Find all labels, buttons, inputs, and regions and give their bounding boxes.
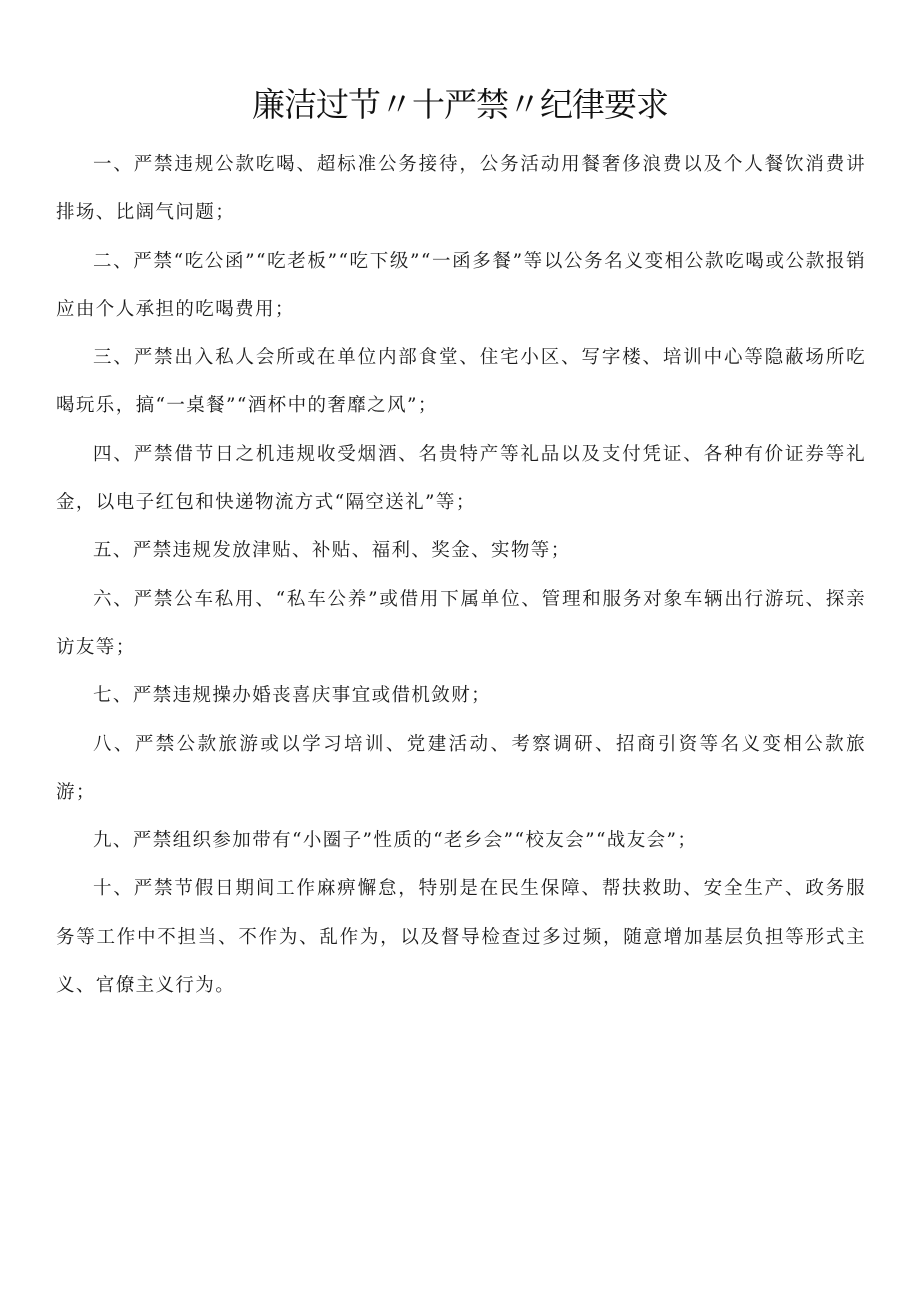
rule-item-7: 七、严禁违规操办婚丧喜庆事宜或借机敛财； — [93, 685, 492, 707]
rule-item-4: 四、严禁借节日之机违规收受烟酒、名贵特产等礼品以及支付凭证、各种有价证券等礼金，以电子红包和快递物流方式“隔空送礼”等； — [56, 443, 866, 514]
rule-item-8: 八、严禁公款旅游或以学习培训、党建活动、考察调研、招商引资等名义变相公款旅游； — [56, 733, 866, 803]
rule-item-1: 一、严禁违规公款吃喝、超标准公务接待，公务活动用餐奢侈浪费以及个人餐饮消费讲排场、比阔气问题； — [56, 154, 866, 224]
rule-item-3: 三、严禁出入私人会所或在单位内部食堂、住宅小区、写字楼、培训中心等隐蔽场所吃喝玩乐，搞“一桌餐”“酒杯中的奢靡之风”； — [56, 347, 866, 417]
rule-item-10: 十、严禁节假日期间工作麻痹懈怠，特别是在民生保障、帮扶救助、安全生产、政务服务等工作中不担当、不作为、乱作为，以及督导检查过多过频，随意增加基层负担等形式主义、官僚主义行为。 — [56, 878, 866, 997]
rule-item-5: 五、严禁违规发放津贴、补贴、福利、奖金、实物等； — [93, 540, 571, 562]
page-title: 廉洁过节〃十严禁〃纪律要求 — [252, 85, 668, 124]
rules-list — [56, 141, 866, 1010]
rule-item-2: 二、严禁“吃公函”“吃老板”“吃下级”“一函多餐”等以公务名义变相公款吃喝或公款报销应由个人承担的吃喝费用； — [56, 250, 866, 320]
rule-item-6: 六、严禁公车私用、“私车公养”或借用下属单位、管理和服务对象车辆出行游玩、探亲访友等； — [56, 588, 866, 658]
rule-item-9: 九、严禁组织参加带有“小圈子”性质的“老乡会”“校友会”“战友会”； — [93, 830, 698, 852]
